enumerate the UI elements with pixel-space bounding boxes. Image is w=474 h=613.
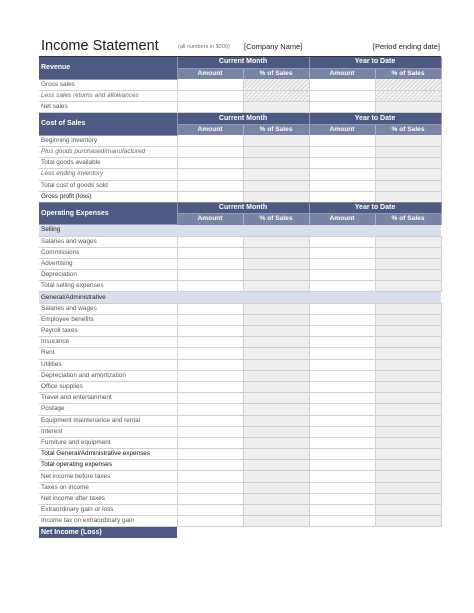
table-row [39, 449, 441, 460]
pct-cell[interactable] [375, 437, 441, 448]
pct-cell[interactable] [375, 169, 441, 180]
cost-of-sales-header [39, 113, 441, 124]
amount-cell[interactable] [309, 449, 375, 460]
table-row [39, 437, 441, 448]
subsection-selling [39, 225, 441, 236]
pct-cell[interactable] [375, 191, 441, 202]
pct-cell[interactable] [375, 449, 441, 460]
row-label: Total General/Administrative expenses [39, 449, 177, 460]
pct-cell[interactable] [375, 303, 441, 314]
amount-cell[interactable] [177, 449, 243, 460]
hatched-cell [243, 79, 309, 90]
table-row [39, 482, 441, 493]
amount-cell[interactable] [309, 505, 375, 516]
amount-cell[interactable] [177, 348, 243, 359]
row-label: Less sales returns and allowances [39, 91, 177, 102]
section-title: Cost of Sales [39, 113, 177, 135]
pct-cell[interactable] [243, 404, 309, 415]
table-row [39, 258, 441, 269]
amount-cell[interactable] [177, 370, 243, 381]
row-label: Net income after taxes [39, 493, 177, 504]
pct-cell[interactable] [243, 258, 309, 269]
pct-cell[interactable] [375, 326, 441, 337]
amount-cell[interactable] [177, 102, 243, 113]
table-row [39, 516, 441, 527]
amount-cell[interactable] [177, 415, 243, 426]
row-label: Furniture and equipment [39, 437, 177, 448]
amount-cell[interactable] [309, 281, 375, 292]
table-row [39, 393, 441, 404]
table-row [39, 158, 441, 169]
operating-expenses-header [39, 202, 441, 213]
pct-cell[interactable] [243, 314, 309, 325]
table-row [39, 180, 441, 191]
empty-cell [177, 527, 243, 538]
amount-header: Amount [309, 214, 375, 225]
amount-header: Amount [177, 124, 243, 135]
amount-header: Amount [309, 124, 375, 135]
hatched-cell [375, 79, 441, 90]
amount-cell[interactable] [309, 370, 375, 381]
amount-cell[interactable] [177, 426, 243, 437]
pct-cell[interactable] [243, 102, 309, 113]
current-month-header: Current Month [177, 202, 309, 213]
pct-cell[interactable] [375, 493, 441, 504]
amount-cell[interactable] [309, 415, 375, 426]
pct-sales-header: % of Sales [375, 124, 441, 135]
amount-cell[interactable] [309, 79, 375, 90]
amount-cell[interactable] [177, 460, 243, 471]
amount-cell[interactable] [309, 180, 375, 191]
amount-cell[interactable] [177, 158, 243, 169]
amount-cell[interactable] [309, 247, 375, 258]
pct-cell[interactable] [243, 180, 309, 191]
year-to-date-header: Year to Date [309, 202, 441, 213]
amount-cell[interactable] [177, 381, 243, 392]
pct-cell[interactable] [243, 348, 309, 359]
pct-cell[interactable] [375, 404, 441, 415]
amount-cell[interactable] [309, 437, 375, 448]
row-label: Postage [39, 404, 177, 415]
row-label: Utilities [39, 359, 177, 370]
amount-cell[interactable] [177, 326, 243, 337]
net-income-label: Net Income (Loss) [39, 527, 177, 538]
amount-cell[interactable] [309, 516, 375, 527]
amount-cell[interactable] [177, 270, 243, 281]
amount-cell[interactable] [177, 135, 243, 146]
pct-cell[interactable] [375, 258, 441, 269]
subsection-label: General/Administrative [39, 292, 441, 303]
table-row [39, 303, 441, 314]
table-row [39, 404, 441, 415]
section-title: Revenue [39, 57, 177, 79]
amount-cell[interactable] [177, 281, 243, 292]
amount-cell[interactable] [309, 471, 375, 482]
pct-cell[interactable] [243, 236, 309, 247]
amount-cell[interactable] [177, 404, 243, 415]
row-label: Total operating expenses [39, 460, 177, 471]
table-row [39, 135, 441, 146]
pct-cell[interactable] [375, 381, 441, 392]
pct-cell[interactable] [243, 281, 309, 292]
pct-cell[interactable] [243, 147, 309, 158]
pct-cell[interactable] [375, 270, 441, 281]
row-label: Extraordinary gain or loss [39, 505, 177, 516]
amount-cell[interactable] [309, 337, 375, 348]
year-to-date-header: Year to Date [309, 113, 441, 124]
amount-cell[interactable] [309, 258, 375, 269]
amount-cell[interactable] [177, 180, 243, 191]
table-row [39, 359, 441, 370]
table-row [39, 91, 441, 102]
table-row [39, 426, 441, 437]
pct-cell[interactable] [375, 314, 441, 325]
amount-cell[interactable] [309, 169, 375, 180]
row-label: Total selling expenses [39, 281, 177, 292]
pct-cell[interactable] [243, 247, 309, 258]
current-month-header: Current Month [177, 113, 309, 124]
page-title: Income Statement [41, 38, 159, 54]
pct-cell[interactable] [375, 460, 441, 471]
row-label: Rent [39, 348, 177, 359]
amount-cell[interactable] [177, 359, 243, 370]
amount-cell[interactable] [177, 516, 243, 527]
amount-cell[interactable] [177, 91, 243, 102]
pct-cell[interactable] [243, 337, 309, 348]
pct-cell[interactable] [243, 449, 309, 460]
pct-cell[interactable] [243, 326, 309, 337]
row-label: Depreciation [39, 270, 177, 281]
pct-cell[interactable] [375, 135, 441, 146]
amount-cell[interactable] [309, 191, 375, 202]
table-row [39, 493, 441, 504]
amount-cell[interactable] [177, 79, 243, 90]
empty-cell [375, 527, 441, 538]
pct-cell[interactable] [375, 247, 441, 258]
pct-cell[interactable] [243, 381, 309, 392]
pct-cell[interactable] [243, 415, 309, 426]
subsection-general-admin [39, 292, 441, 303]
row-label: Income tax on extraordinary gain [39, 516, 177, 527]
table-row [39, 471, 441, 482]
row-label: Salaries and wages [39, 303, 177, 314]
amount-cell[interactable] [309, 482, 375, 493]
amount-cell[interactable] [177, 505, 243, 516]
pct-cell[interactable] [243, 505, 309, 516]
company-name-field[interactable]: [Company Name] [244, 42, 303, 51]
amount-header: Amount [177, 214, 243, 225]
row-label: Plus goods purchased/manufactured [39, 147, 177, 158]
table-row [39, 270, 441, 281]
row-label: Net income before taxes [39, 471, 177, 482]
pct-cell[interactable] [375, 471, 441, 482]
amount-cell[interactable] [177, 337, 243, 348]
amount-cell[interactable] [177, 314, 243, 325]
amount-cell[interactable] [309, 158, 375, 169]
amount-cell[interactable] [309, 303, 375, 314]
table-row [39, 415, 441, 426]
pct-cell[interactable] [375, 415, 441, 426]
table-row [39, 381, 441, 392]
row-label: Depreciation and amortization [39, 370, 177, 381]
row-label: Insurance [39, 337, 177, 348]
amount-cell[interactable] [309, 460, 375, 471]
table-row [39, 169, 441, 180]
amount-cell[interactable] [309, 102, 375, 113]
pct-cell[interactable] [375, 370, 441, 381]
amount-cell[interactable] [177, 303, 243, 314]
amount-cell[interactable] [309, 493, 375, 504]
amount-cell[interactable] [309, 381, 375, 392]
pct-cell[interactable] [375, 505, 441, 516]
section-title: Operating Expenses [39, 202, 177, 224]
amount-cell[interactable] [177, 482, 243, 493]
revenue-header [39, 57, 441, 68]
pct-cell[interactable] [243, 303, 309, 314]
row-label: Commissions [39, 247, 177, 258]
pct-cell[interactable] [375, 426, 441, 437]
net-income-row [39, 527, 441, 538]
pct-cell[interactable] [375, 337, 441, 348]
table-row [39, 370, 441, 381]
amount-cell[interactable] [309, 326, 375, 337]
amount-cell[interactable] [177, 437, 243, 448]
pct-cell[interactable] [243, 135, 309, 146]
row-label: Taxes on income [39, 482, 177, 493]
table-row [39, 326, 441, 337]
amount-header: Amount [309, 68, 375, 79]
pct-cell[interactable] [243, 482, 309, 493]
amount-cell[interactable] [177, 236, 243, 247]
row-label: Payroll taxes [39, 326, 177, 337]
hatched-cell [375, 91, 441, 102]
pct-cell[interactable] [243, 158, 309, 169]
empty-cell [309, 527, 375, 538]
pct-cell[interactable] [243, 516, 309, 527]
pct-cell[interactable] [375, 281, 441, 292]
amount-cell[interactable] [177, 471, 243, 482]
pct-cell[interactable] [243, 359, 309, 370]
table-row [39, 281, 441, 292]
table-row [39, 247, 441, 258]
empty-cell [243, 527, 309, 538]
pct-cell[interactable] [375, 236, 441, 247]
pct-cell[interactable] [243, 493, 309, 504]
row-label: Office supplies [39, 381, 177, 392]
row-label: Less ending inventory [39, 169, 177, 180]
pct-cell[interactable] [375, 102, 441, 113]
pct-cell[interactable] [375, 180, 441, 191]
table-row [39, 102, 441, 113]
table-row [39, 348, 441, 359]
amount-cell[interactable] [309, 147, 375, 158]
pct-sales-header: % of Sales [243, 124, 309, 135]
pct-cell[interactable] [243, 191, 309, 202]
amount-header: Amount [177, 68, 243, 79]
amount-cell[interactable] [309, 348, 375, 359]
amount-cell[interactable] [177, 147, 243, 158]
pct-cell[interactable] [375, 147, 441, 158]
pct-sales-header: % of Sales [375, 68, 441, 79]
pct-sales-header: % of Sales [243, 68, 309, 79]
pct-cell[interactable] [375, 482, 441, 493]
statement-table [39, 57, 442, 538]
amount-cell[interactable] [309, 270, 375, 281]
units-note: (all numbers in $000) [178, 44, 230, 50]
subsection-label: Selling [39, 225, 441, 236]
pct-cell[interactable] [375, 516, 441, 527]
title-bar [39, 38, 441, 56]
table-row [39, 337, 441, 348]
amount-cell[interactable] [177, 493, 243, 504]
pct-cell[interactable] [243, 426, 309, 437]
table-row [39, 314, 441, 325]
row-label: Advertising [39, 258, 177, 269]
pct-cell[interactable] [243, 169, 309, 180]
period-ending-field[interactable]: [Period ending date] [372, 42, 440, 51]
row-label: Beginning inventory [39, 135, 177, 146]
pct-cell[interactable] [375, 158, 441, 169]
row-label: Net sales [39, 102, 177, 113]
pct-sales-header: % of Sales [243, 214, 309, 225]
amount-cell[interactable] [309, 236, 375, 247]
row-label: Gross sales [39, 79, 177, 90]
pct-cell[interactable] [375, 359, 441, 370]
row-label: Employee benefits [39, 314, 177, 325]
pct-cell[interactable] [243, 471, 309, 482]
row-label: Salaries and wages [39, 236, 177, 247]
amount-cell[interactable] [309, 314, 375, 325]
amount-cell[interactable] [177, 191, 243, 202]
year-to-date-header: Year to Date [309, 57, 441, 68]
amount-cell[interactable] [177, 247, 243, 258]
amount-cell[interactable] [309, 393, 375, 404]
amount-cell[interactable] [309, 404, 375, 415]
pct-cell[interactable] [243, 437, 309, 448]
pct-cell[interactable] [375, 393, 441, 404]
pct-cell[interactable] [243, 393, 309, 404]
row-label: Interest [39, 426, 177, 437]
row-label: Gross profit (loss) [39, 191, 177, 202]
amount-cell[interactable] [177, 258, 243, 269]
hatched-cell [243, 91, 309, 102]
amount-cell[interactable] [309, 426, 375, 437]
pct-cell[interactable] [243, 270, 309, 281]
current-month-header: Current Month [177, 57, 309, 68]
pct-cell[interactable] [243, 460, 309, 471]
row-label: Total goods available [39, 158, 177, 169]
amount-cell[interactable] [309, 359, 375, 370]
table-row [39, 460, 441, 471]
pct-cell[interactable] [243, 370, 309, 381]
table-row [39, 79, 441, 90]
row-label: Equipment maintenance and rental [39, 415, 177, 426]
table-row [39, 191, 441, 202]
amount-cell[interactable] [309, 135, 375, 146]
pct-cell[interactable] [375, 348, 441, 359]
table-row [39, 505, 441, 516]
row-label: Travel and entertainment [39, 393, 177, 404]
row-label: Total cost of goods sold [39, 180, 177, 191]
amount-cell[interactable] [309, 91, 375, 102]
pct-sales-header: % of Sales [375, 214, 441, 225]
amount-cell[interactable] [177, 393, 243, 404]
table-row [39, 236, 441, 247]
table-row [39, 147, 441, 158]
amount-cell[interactable] [177, 169, 243, 180]
